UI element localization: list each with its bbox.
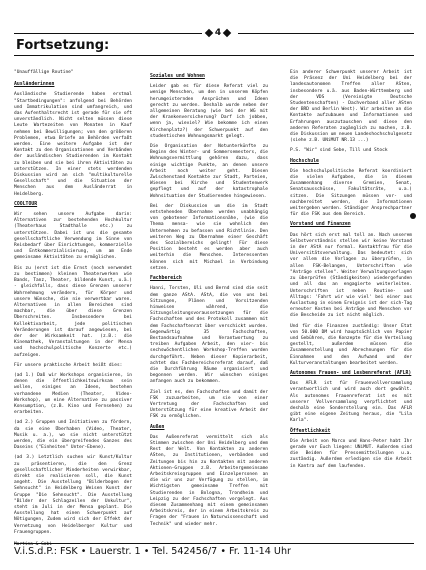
article-column-2: [150, 70, 271, 532]
paragraph: Die Organisation der Notunterkünfte zu Beginn des Winter- und Sommersemesters, die Wohnungsvermittlung gehören dazu, dass einige wichtige Punkte, an denen unsere Arbeit noch weiter geht. Diesen Zwischenstand Kontakte zur Stadt, Parteien, Wiesen bei Kirche und Studentenwerk gepflegt und auf der katastrophale Wohnsituation der Studierenden hingewiesen.: [150, 144, 271, 199]
paragraph: P.S. "Wir" sind Sebe, Till und Stock: [290, 148, 388, 154]
section-heading: Öffentlichkeit: [290, 428, 331, 434]
diamond-ornament-icon: [223, 29, 231, 37]
paragraph: Ziel ist es, den Fachschaften und damit der FSK zuzuarbeiten, um sie von einer Vertretung der Fachschaften und Unterstützung für eine kreative Arbeit der FSK zu ermöglichen.: [150, 389, 271, 420]
article-quote: "Unauffällige Routine": [14, 70, 74, 75]
article-column-1: [14, 70, 135, 552]
section-heading: Hochschule: [290, 158, 319, 164]
section-title: Fortsetzung:: [16, 38, 110, 53]
section-heading: Ausländerinnen: [14, 82, 55, 88]
section-heading: Fachbereich: [150, 276, 182, 282]
paragraph: Wir sehen unsere Aufgabe darin: Alternativen zur bestehenden Hochkultur (Theaterhaus Stadthalle etc.) zu unterstützen. Dabei ist uns die gesamte gesellschaftliche Verwendung im Sinne von Reisbedarf über Einrichtungen, kommerzielle und Entkommerzialisierung, um am Ende gemeinsame Aktivitäten zu ermöglichen.: [14, 212, 135, 261]
author-signature: Martina & Gabi: [14, 542, 52, 548]
page-number: 4: [214, 28, 222, 38]
paragraph: Das AFLR ist für Frauenvollversammlung verantwortlich und wird auch dort gewählt. Als autonomes Frauenreferat ist es mit unserer Vollversammlung verpflichtet und deshalb eine Sonderstellung ein. Das AFLR gibt eine eigene Zeitung heraus, die "Lila Karla".: [290, 381, 415, 424]
paragraph: (ad 1.) Daß wir Workshops organisieren, in denen die öffentlichkeitswirksam sein wollen, einiges an Ideen, bestehen vorhandene Medien (Theater, Video-Workshop), um eine Alternative zu passiver Konsumption, (z.B. Kino und Fernsehen) zu erarbeiten.: [14, 372, 135, 416]
section-heading: Soziales und Wohnen: [150, 74, 205, 79]
paragraph: Bis zu (erst ist die Ernst (noch verwendet zu bestimmen) kleinen Theaterwerken wie Bands, Tanz, Theater, bildende Kunst, u.ä.) - gleichfalls, dass diese Grenzen unserer Wahrnehmung verändern, für Körper und unsere Wünsche, die nie verwertbar waren. Alternativen in allen Bereichen sind machbar, die über diese Grenzen Überschreiten. Insbesondere bei Kollektivarbeit, jede politischen Veränderungen ist darauf angewiesen, bei der der Wirksamkeit hat. (z.B.: die Kinemathek, Veranstaltungen in der Mensa und hochschulpolitische Konzerte etc.) aufzeigen.: [14, 265, 135, 358]
section-heading: COOLTOUR: [14, 201, 38, 207]
paragraph: (ad 3.) Letztlich suchen wir Kunst/Kultur zu präsentieren, die den Grenz gesellschaftlicher Minderheiten verwirkbar, direkt sie realisieren soll, die Kunst angeht. Die Ausstellung "Bilderbogen der Sehnsucht" in Heidelberg Weisen Kunst der Gruppe "Die Sehnsucht". Die Ausstellung "Bilder der Schlagzeilen der Unkultur", steht im Juli in der Mensa geplant. Die Ausstellung hat einen Schwerpunkt auf Nötigungen, Zudem wird sich der Effekt der Vernetzung von Heidelberger Kultur und Frauengruppen.: [14, 455, 135, 535]
ink-blot: [410, 213, 416, 219]
paragraph: Das Außenreferat vermittelt sich als Stimmen zwischen der Uni Heidelberg und dem Rest der Welt. Von Kontakten zu anderen ASten, zu Institutionen, verbänden und Zeitungen bis hin zu Kontakten mit anderen Aktionen-Gruppen z.B. Arbeitergemeinsame Arbeitskreisgruppen und Einzelpersonen an die wir uns zur Verfügung zu stellen, im Wichtigsten gemeinsame Treffen mit Studierenden in Bologna, Trondheim und Leipzig zu der Fachschaften vorgelegt. Aus diesem Zusammenhang mit einem gemeinsamen Arbeitskreis, der in einem Arbeitskreis zu Fragen der "Frauen in Naturwissenschaft und Technik" und wieder mehr.: [150, 434, 271, 527]
header-rule: [14, 33, 202, 34]
section-heading: Außen: [150, 424, 165, 430]
paragraph: (ad 2.) Gruppen und Initiativen zu fördern, da sie eine Überhaben (Video, Theater, Musik u. a.), wo sie nicht unterstützt werden, die ein übergreifendes Ganzes des Daseins ("Einheiten" Unter-Ebene).: [14, 420, 135, 451]
diamond-ornament-icon: [205, 29, 213, 37]
paragraph: Ein anderer Schwerpunkt unserer Arbeit ist die Präsenz der Uni Heidelberg bei der landesautonomen Treffen aller ASten, insbesondere u.ä. aus Baden-Württemberg und der VDS (Vereinigte Deutsche Studentenschaften) - Dachverband aller ASten der BRD und Berlin West). Wir arbeiten an die Kontakte aufzubauen und Informationen und Erfahrungen auszutauschen und diese den anderen Referaten zugänglich zu machen, z.B. die Diskussion um neuen Landeshochschulgesetz (siehe z.B. UNiMUT NR.13 ...): [290, 70, 415, 144]
header-rule: [238, 33, 414, 34]
section-heading: Vorstand und Finanzen: [290, 222, 351, 228]
paragraph: Leider gab es für diese Referat viel zu wenige Menschen, um den in unserem Köpfen herumgeisternden Ansprüchen und Ideen gerecht zu werden. Deshalb wurde neben der allgemeinen Beratung (wie bei der WG mit der Krankenversicherung? Darf ich jobben, wenn ja, wieviel? Wie bekomme ich einen Kirchenplatz?) der Schwerpunkt auf den studentischen Wohnungsmarkt gelegt.: [150, 84, 271, 139]
imprint-footer: V.i.S.d.P.: FSK • Lauerstr. 1 • Tel. 542456/7 • Fr. 11-14 Uhr: [14, 546, 291, 557]
paragraph: Die Arbeit von Marco und Hans-Peter habt Ihr gerade vor Euch liegen: UNiMUT. Außerdem sind die Beiden für Pressemitteilungen u.a. zuständig. Außerdem erledigen sie die Arbeit in Kantra auf dem laufenden.: [290, 438, 415, 469]
footer-rule: [14, 543, 414, 544]
section-heading: Autonomes Frauen- und Lesbenreferat (AFLR): [290, 370, 412, 376]
paragraph: Hanni, Torsten, Uli und Bernd sind die seit dem ganze AStA. AStA, die von uns bei Sitzungen, Plänen und Vorsitzenden hinweisen während, die Sitzungsleitungsvoraussetzungen für die Fachschaften und des Protokoll zusammen mit dem Fachschaftenrat über verschickt wurden. Gegenwärtig 35 Fachschaften, Bestandsaufnahme und Verantwortung zu treiben Aufgaben Arbeit, den vier- bis sechswöchentlichen Workshop-Treffen wurden durchgeführt. Neben dieser Kopierarbeit, achtet das Fachbereichsreferat darauf, daß die Durchführung Räume organisiert und begonnen werden. Wir wünschen einiges anfangen auch zu bekommen.: [150, 286, 271, 385]
paragraph: Bei der Diskussion um die im Stadt entstehenden Übernahme werden unabhängig von gebotener Informationsnähe, (wie die Thema mensa- wie sie wohnlich den Unternehmen zu befassen und Richtlinie. Den weiteren Weg zu Übernahme einer Geschäft des Sozialbereichs gelingt! Für diese Position besteht es werden aber auch weiterhin die Menschen. Interessenten können sich mit Michael in Verbindung setzen.: [150, 203, 271, 271]
title-rule: [14, 55, 414, 56]
paragraph: Ausländische Studierende haben erstmal "Startbedingungen": anfolgend bei Behörden und Immatrikulation sind umfangreich, und das Aufenthaltsrecht ist gerade für sie oft unverständlich. Nicht selten müssen diese Leute Wartezeiten von Monaten in Kauf nehmen bei Bewilligungen; von den größeren Problemen, etwa Briefe an Behörden verfaßt werden. Eine weitere Aufgabe ist der Kontakt zu den Organisationen und Verbänden der ausländischen Studierenden im Kontakt zu bleiben und sie bei ihren Aktivitäten zu unterstützen. In einer stets werdenden Diskussion wird an sich "multikulturelle Gesellschaft" und die Situation der Menschen aus dem Ausländerrat in Heidelberg.: [14, 92, 135, 197]
paragraph: Die hochschulpolitische Referat koordiniert die vielen Aufgaben, die in diesem Zusammenhang diverse Gremien, Senat, Senatsausschüsse, Fakultätsräte, u.a.) sitzen. Die Sitzungen müssen vor- und nachbereitet werden, die Informationen weitergeben werden. Ständiger Ansprechpartner für die FSK aus dem Bereich.: [290, 168, 415, 218]
paragraph: Für unsere praktische Arbeit heißt dies:: [14, 362, 123, 368]
article-column-3: [290, 70, 415, 474]
paragraph: Und für die Finanzen zuständig: Unser Etat von 50.000 DM wird hauptsächlich von Papier und Gebühren, die Konzepte für die Verteilung gestellt, außerdem müssen die Zusammenstellung und Abrechnungen für die Einnahmen und den Aufwand und der Kulturveranstaltungen bearbeitet werden.: [290, 323, 415, 366]
paragraph: Das hört sich erst mal toll an. Nach unserem Selbstverständnis stellen wir keine Vorstand in der AStA nur formal. Kontaktfrau für die Universitätsverwaltung. Das bedeutet: sich vor allem die Vorlagen zu überprüfen, in allen FSK-Belangen, Unterschriften wie "Anträge stellen". Weiter Verwaltungsvorlagen zu überprüfen (Ständigkeiten) wiedergefunden und all das an engagierte weiterleiten. Unterschriften ist neben Routine- und Alltags: 'Fahrt wir wie viel' bei einer aus Auslastung in einem Ereignis ist der sich-Tag erneuter Kosten bei Anträge und Menschen vor die Bescheide zu ist nicht möglich.: [290, 232, 415, 319]
page-number-badge: [206, 24, 230, 42]
